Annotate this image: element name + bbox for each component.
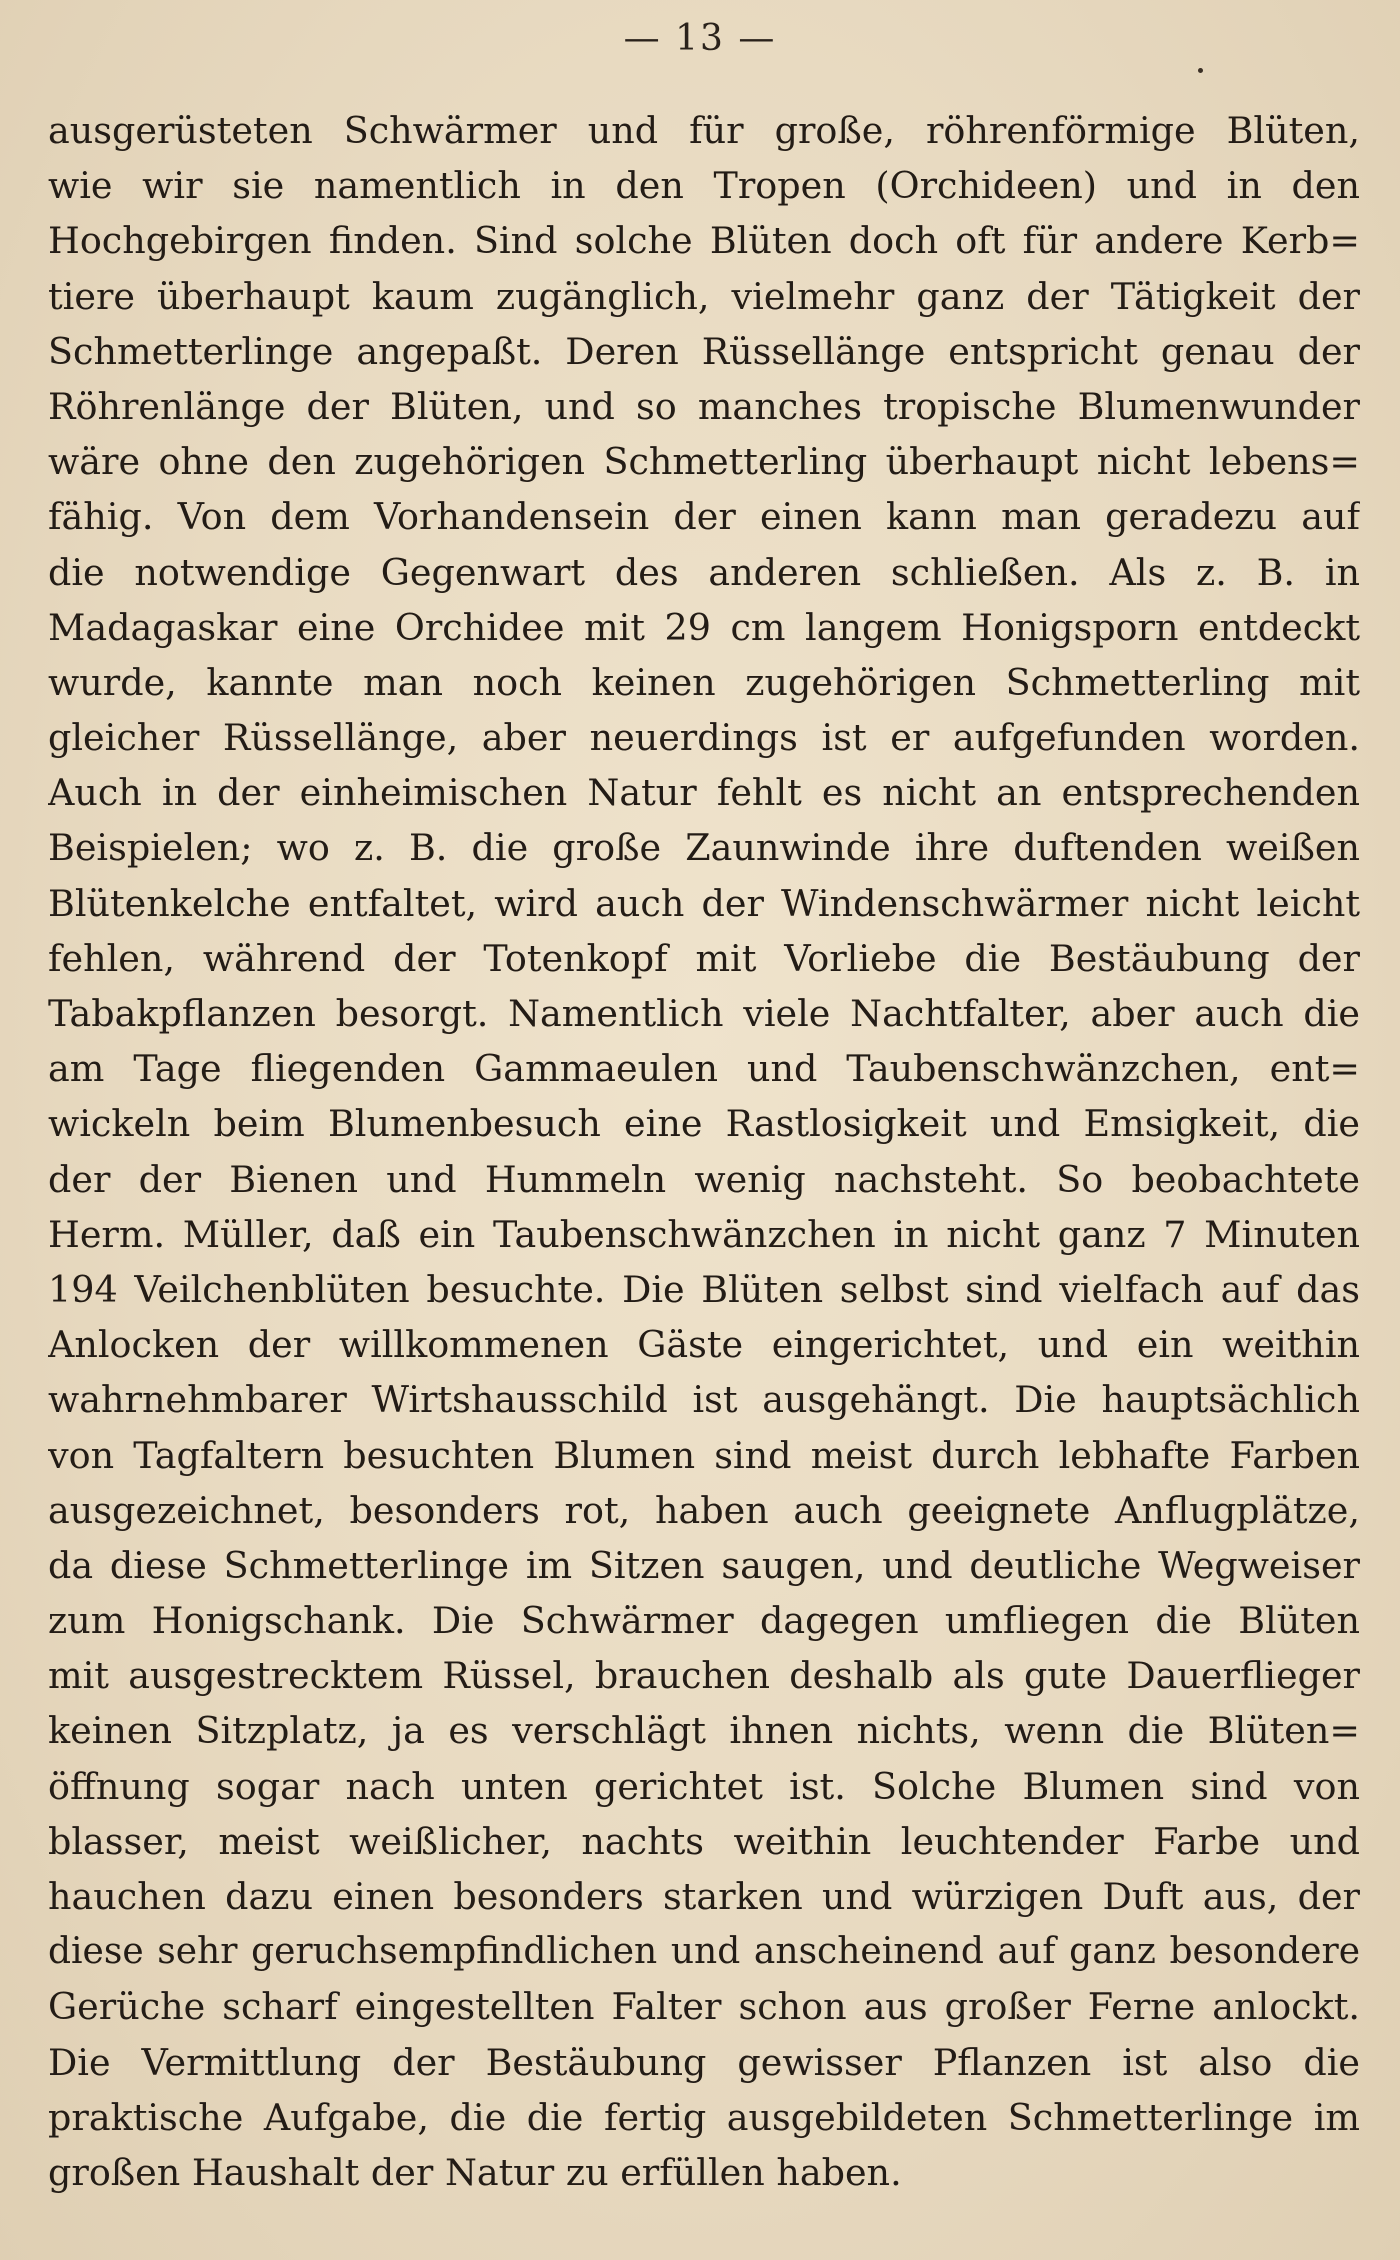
text-line: Gerüche scharf eingestellten Falter schon aus großer Ferne anlockt. <box>48 1985 1360 2029</box>
text-line: wurde, kannte man noch keinen zugehörigen Schmetterling mit <box>48 660 1360 704</box>
text-line: hauchen dazu einen besonders starken und würzigen Duft aus, der <box>48 1875 1360 1918</box>
text-line: Anlocken der willkommenen Gäste eingerichtet, und ein weithin <box>48 1323 1360 1367</box>
ink-speck <box>1198 68 1203 73</box>
text-line: fähig. Von dem Vorhandensein der einen kann man geradezu auf <box>48 495 1360 539</box>
text-line: Hochgebirgen finden. Sind solche Blüten doch oft für andere Kerb= <box>48 219 1360 263</box>
text-line: ausgerüsteten Schwärmer und für große, röhrenförmige Blüten, <box>48 109 1360 152</box>
text-line: blasser, meist weißlicher, nachts weithin leuchtender Farbe und <box>48 1819 1360 1863</box>
text-line: praktische Aufgabe, die die fertig ausgebildeten Schmetterlinge im <box>48 2095 1360 2139</box>
text-line: wäre ohne den zugehörigen Schmetterling überhaupt nicht lebens= <box>48 440 1360 484</box>
text-line: Beispielen; wo z. B. die große Zaunwinde ihre duftenden weißen <box>48 826 1360 870</box>
text-line: Die Vermittlung der Bestäubung gewisser Pflanzen ist also die <box>48 2040 1360 2084</box>
text-line: zum Honigschank. Die Schwärmer dagegen umfliegen die Blüten <box>48 1599 1360 1643</box>
text-line: von Tagfaltern besuchten Blumen sind meist durch lebhafte Farben <box>48 1433 1360 1477</box>
text-line: großen Haushalt der Natur zu erfüllen haben. <box>48 2150 902 2194</box>
text-line: gleicher Rüssellänge, aber neuerdings ist er aufgefunden worden. <box>48 716 1360 760</box>
text-line: der der Bienen und Hummeln wenig nachsteht. So beobachtete <box>48 1157 1360 1201</box>
text-line: da diese Schmetterlinge im Sitzen saugen, und deutliche Wegweiser <box>48 1543 1360 1587</box>
text-line: öffnung sogar nach unten gerichtet ist. Solche Blumen sind von <box>48 1764 1360 1808</box>
text-line: Schmetterlinge angepaßt. Deren Rüssellänge entspricht genau der <box>48 329 1360 373</box>
text-line: Herm. Müller, daß ein Taubenschwänzchen in nicht ganz 7 Minuten <box>48 1212 1360 1256</box>
text-line: Röhrenlänge der Blüten, und so manches tropische Blumenwunder <box>48 384 1360 428</box>
text-line: tiere überhaupt kaum zugänglich, vielmehr ganz der Tätigkeit der <box>48 274 1360 318</box>
text-line: fehlen, während der Totenkopf mit Vorliebe die Bestäubung der <box>48 936 1360 980</box>
text-line: Auch in der einheimischen Natur fehlt es nicht an entsprechenden <box>48 771 1360 815</box>
text-line: am Tage fliegenden Gammaeulen und Taubenschwänzchen, ent= <box>48 1047 1360 1091</box>
text-line: 194 Veilchenblüten besuchte. Die Blüten selbst sind vielfach auf das <box>48 1267 1360 1311</box>
body-text <box>48 103 1360 2200</box>
text-line: diese sehr geruchsempfindlichen und anscheinend auf ganz besondere <box>48 1931 1360 1973</box>
text-line: die notwendige Gegenwart des anderen schließen. Als z. B. in <box>48 550 1360 594</box>
text-line: Tabakpflanzen besorgt. Namentlich viele Nachtfalter, aber auch die <box>48 992 1360 1035</box>
text-line: wie wir sie namentlich in den Tropen (Orchideen) und in den <box>48 164 1360 208</box>
text-line: keinen Sitzplatz, ja es verschlägt ihnen nichts, wenn die Blüten= <box>48 1709 1360 1753</box>
text-line: Madagaskar eine Orchidee mit 29 cm langem Honigsporn entdeckt <box>48 605 1360 649</box>
text-line: mit ausgestrecktem Rüssel, brauchen deshalb als gute Dauerflieger <box>48 1654 1360 1698</box>
text-line: ausgezeichnet, besonders rot, haben auch geeignete Anflugplätze, <box>48 1488 1360 1532</box>
text-line: Blütenkelche entfaltet, wird auch der Windenschwärmer nicht leicht <box>48 881 1360 925</box>
text-line: wahrnehmbarer Wirtshausschild ist ausgehängt. Die hauptsächlich <box>48 1378 1360 1422</box>
text-line: wickeln beim Blumenbesuch eine Rastlosigkeit und Emsigkeit, die <box>48 1102 1360 1146</box>
page-number: — 13 — <box>623 18 777 59</box>
